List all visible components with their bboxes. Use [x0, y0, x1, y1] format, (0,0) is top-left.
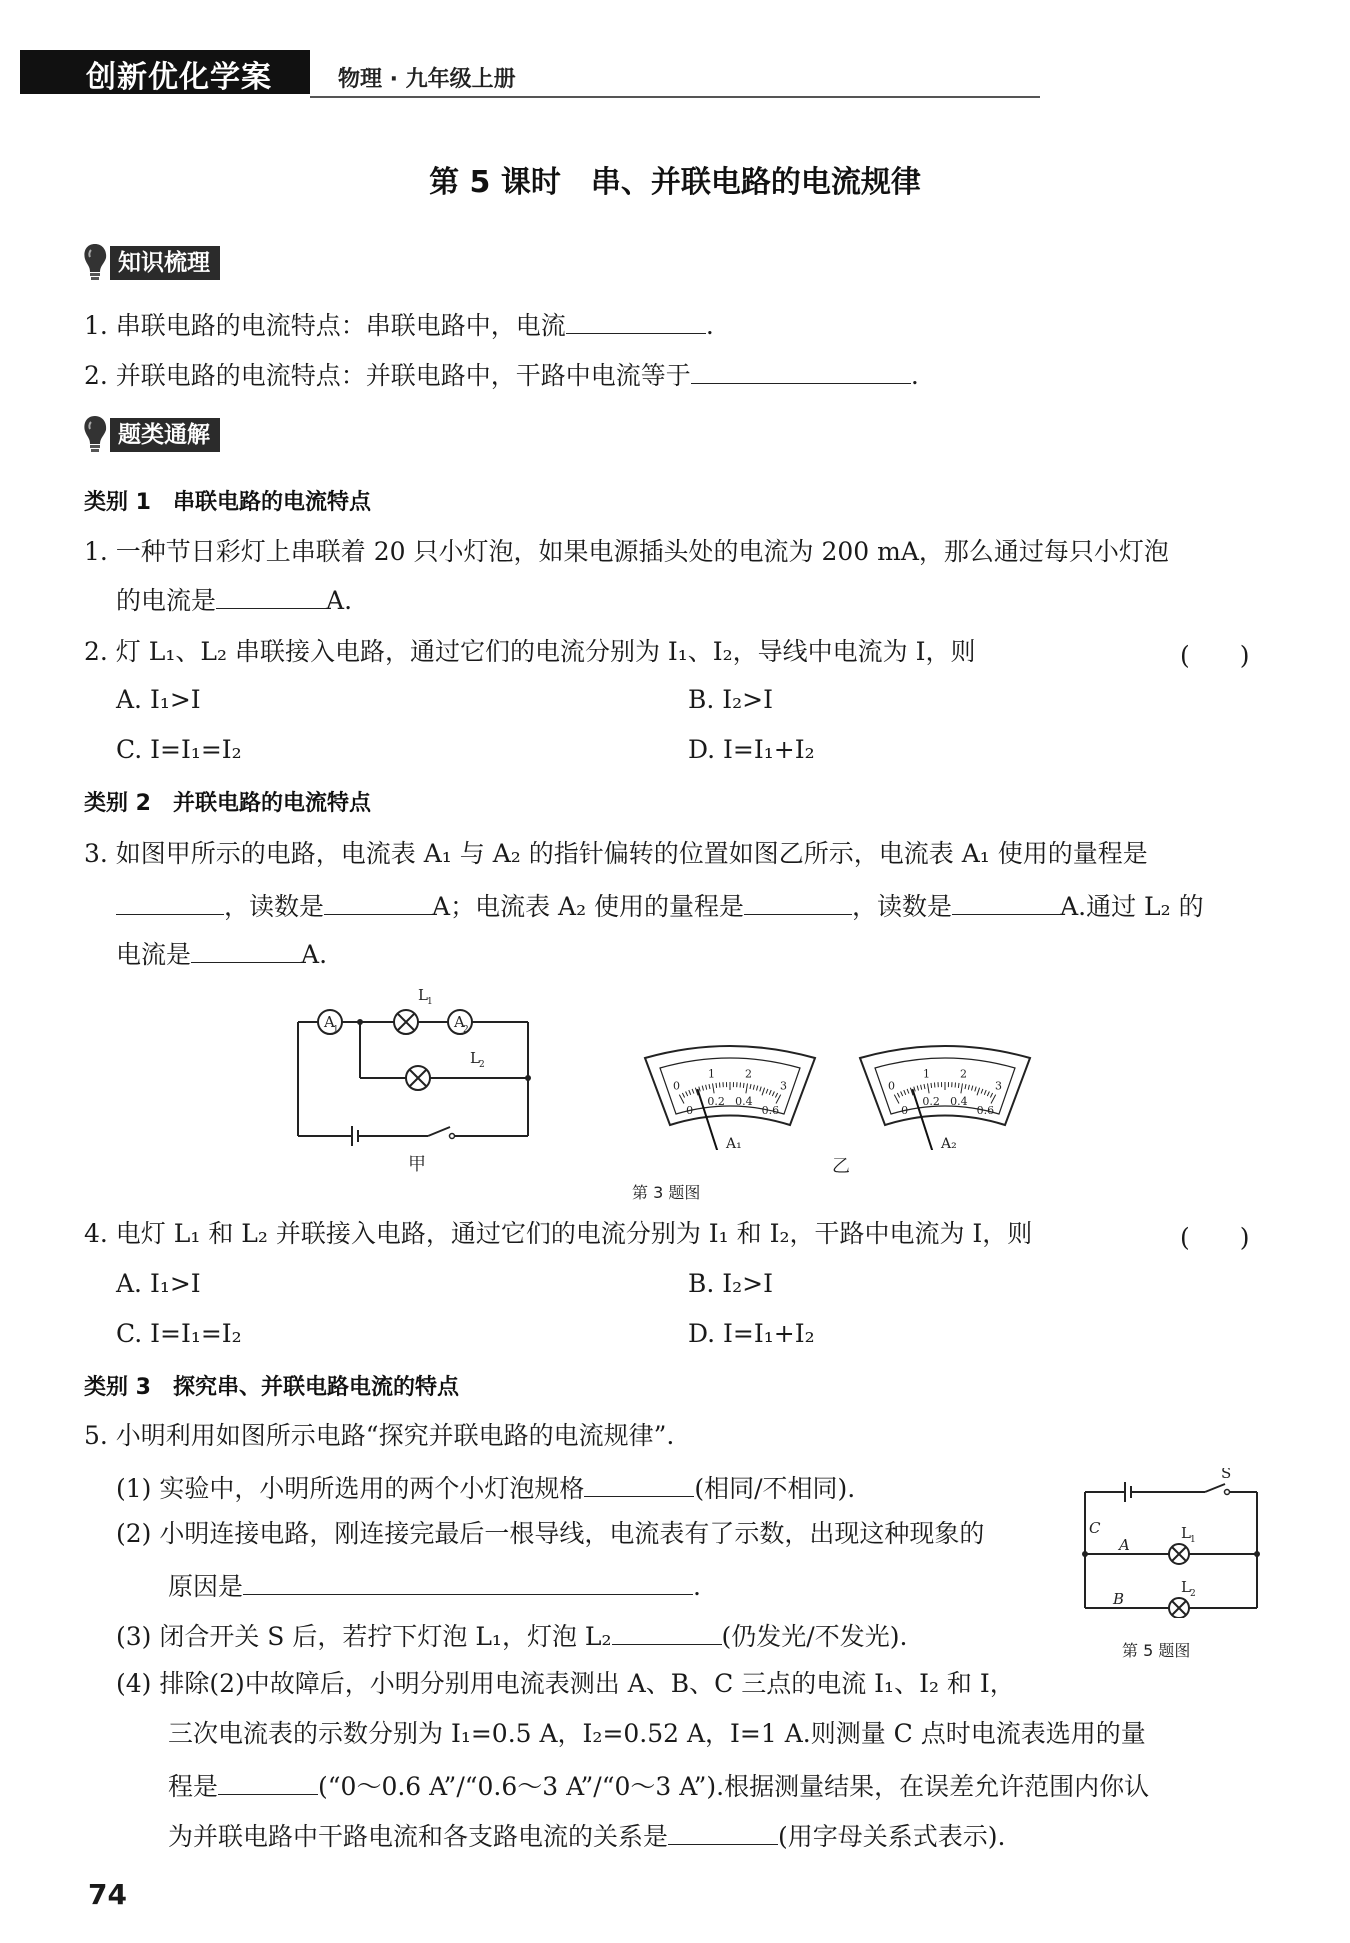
q3-line1: 3. 如图甲所示的电路，电流表 A₁ 与 A₂ 的指针偏转的位置如图乙所示，电流表 A₁ 使用的量程是 — [84, 839, 1148, 868]
q2-option-d[interactable]: D. I=I₁+I₂ — [688, 735, 815, 764]
answer-blank[interactable] — [744, 888, 852, 915]
q1-unit: A. — [326, 586, 353, 615]
top-scale-label: 1 — [708, 1067, 715, 1081]
ammeter-dial-1 — [645, 1046, 815, 1150]
q5-text: (3) 闭合开关 S 后，若拧下灯泡 L₁，灯泡 L₂ — [116, 1622, 612, 1651]
l1-label: L — [418, 986, 428, 1004]
bulb-icon — [82, 414, 108, 454]
bottom-scale-label: 0.6 — [761, 1104, 780, 1118]
q5-text: 原因是 — [168, 1572, 244, 1601]
bottom-scale-label: 0.4 — [735, 1095, 753, 1109]
period: . — [910, 361, 919, 390]
scale-tick — [743, 1083, 744, 1088]
scale-tick — [716, 1083, 717, 1088]
figure-yi-label: 乙 — [832, 1156, 850, 1177]
header-rule — [310, 96, 1040, 98]
figure-3-caption: 第 3 题图 — [632, 1183, 701, 1202]
switch-label: S — [1221, 1468, 1232, 1482]
l2-sub: 2 — [479, 1060, 485, 1070]
brand-logo: 创新优化学案 — [86, 60, 272, 95]
a1-label: A — [324, 1013, 335, 1031]
q5-part2-line2 — [168, 1568, 701, 1603]
answer-blank[interactable] — [218, 1768, 318, 1795]
l2-label: L — [1181, 1578, 1191, 1596]
q5-text: (用字母关系式表示). — [778, 1822, 1006, 1851]
q5-part4-line4 — [168, 1818, 1005, 1853]
answer-blank[interactable] — [116, 888, 224, 915]
q2-option-b[interactable]: B. I₂>I — [688, 685, 773, 714]
bottom-scale-label: 0 — [686, 1104, 694, 1118]
q2-option-a[interactable]: A. I₁>I — [116, 685, 201, 714]
q1-line1: 1. 一种节日彩灯上串联着 20 只小灯泡，如果电源插头处的电流为 200 mA，那么通过每只小灯泡 — [84, 537, 1169, 566]
bottom-scale-label: 0.2 — [922, 1095, 940, 1109]
top-scale-label: 3 — [995, 1079, 1002, 1093]
bottom-scale-label: 0.2 — [707, 1095, 725, 1109]
q4-option-d[interactable]: D. I=I₁+I₂ — [688, 1319, 815, 1348]
figure-5-circuit — [1075, 1468, 1265, 1618]
lesson-title: 第 5 课时 串、并联电路的电流规律 — [429, 165, 921, 200]
point-b-label: B — [1113, 1590, 1125, 1608]
answer-paren[interactable]: ( ) — [1180, 641, 1250, 670]
answer-blank[interactable] — [952, 888, 1060, 915]
q5-text: (“0～0.6 A”/“0.6～3 A”/“0～3 A”).根据测量结果，在误差允许范围内你认 — [318, 1772, 1150, 1801]
period: . — [705, 311, 714, 340]
q4-stem: 4. 电灯 L₁ 和 L₂ 并联接入电路，通过它们的电流分别为 I₁ 和 I₂，干路中电流为 I，则 — [84, 1219, 1033, 1248]
q5-part1 — [116, 1470, 855, 1505]
q3-line2 — [116, 888, 1204, 923]
q5-part4-line1: (4) 排除(2)中故障后，小明分别用电流表测出 A、B、C 三点的电流 I₁、I₂ 和 I， — [116, 1669, 1015, 1698]
knowledge-item-2 — [84, 357, 919, 392]
ammeter-label: A₂ — [941, 1136, 957, 1150]
figure-3-meters — [635, 1040, 1055, 1150]
bottom-scale-label: 0.6 — [976, 1104, 995, 1118]
q2-option-c[interactable]: C. I=I₁=I₂ — [116, 735, 242, 764]
scale-tick — [958, 1083, 959, 1088]
top-scale-label: 0 — [888, 1079, 895, 1093]
section-types-label: 题类通解 — [110, 418, 220, 452]
q5-part4-line2: 三次电流表的示数分别为 I₁=0.5 A，I₂=0.52 A，I=1 A.则测量 C 点时电流表选用的量 — [168, 1719, 1146, 1748]
top-scale-label: 2 — [745, 1067, 752, 1081]
q5-text: 为并联电路中干路电流和各支路电流的关系是 — [168, 1822, 669, 1851]
point-c-label: C — [1089, 1519, 1101, 1537]
category-2: 类别 2 并联电路的电流特点 — [84, 791, 371, 816]
q5-text: (相同/不相同). — [694, 1474, 856, 1503]
knowledge-item-2-text: 2. 并联电路的电流特点：并联电路中，干路中电流等于 — [84, 361, 691, 390]
knowledge-item-1 — [84, 307, 714, 342]
answer-blank[interactable] — [324, 888, 432, 915]
a1-sub: 1 — [333, 1025, 339, 1035]
category-3: 类别 3 探究串、并联电路电流的特点 — [84, 1375, 459, 1400]
top-scale-label: 3 — [780, 1079, 787, 1093]
figure-5-caption: 第 5 题图 — [1122, 1641, 1191, 1660]
period: . — [693, 1572, 701, 1601]
top-scale-label: 1 — [923, 1067, 930, 1081]
q5-text: (1) 实验中，小明所选用的两个小灯泡规格 — [116, 1474, 585, 1503]
q4-option-c[interactable]: C. I=I₁=I₂ — [116, 1319, 242, 1348]
point-a-label: A — [1119, 1536, 1130, 1554]
q3-text: ，读数是 — [224, 892, 325, 921]
scale-tick — [931, 1083, 932, 1088]
q3-text: ，读数是 — [852, 892, 953, 921]
q5-part3 — [116, 1618, 907, 1653]
q3-text: 电流是 — [116, 940, 192, 969]
answer-paren[interactable]: ( ) — [1180, 1223, 1250, 1252]
l2-sub: 2 — [1190, 1589, 1196, 1599]
q1-line2 — [116, 582, 352, 617]
answer-blank[interactable] — [243, 1568, 693, 1595]
figure-3-circuit — [290, 980, 540, 1170]
answer-blank[interactable] — [668, 1818, 778, 1845]
answer-blank[interactable] — [566, 307, 706, 334]
q5-part2-line1: (2) 小明连接电路，刚连接完最后一根导线，电流表有了示数，出现这种现象的 — [116, 1519, 985, 1548]
answer-blank[interactable] — [612, 1618, 722, 1645]
q3-text: A；电流表 A₂ 使用的量程是 — [432, 892, 745, 921]
q4-option-b[interactable]: B. I₂>I — [688, 1269, 773, 1298]
answer-blank[interactable] — [584, 1470, 694, 1497]
category-1: 类别 1 串联电路的电流特点 — [84, 490, 371, 515]
a2-sub: 2 — [463, 1025, 469, 1035]
figure-jia-label: 甲 — [408, 1154, 426, 1175]
answer-blank[interactable] — [691, 357, 911, 384]
answer-blank[interactable] — [216, 582, 326, 609]
l1-sub: 1 — [1190, 1535, 1196, 1545]
q5-text: 程是 — [168, 1772, 219, 1801]
top-scale-label: 0 — [673, 1079, 680, 1093]
q3-text: A.通过 L₂ 的 — [1060, 892, 1204, 921]
ammeter-label: A₁ — [726, 1136, 742, 1150]
q5-part4-line3 — [168, 1768, 1149, 1803]
knowledge-item-1-text: 1. 串联电路的电流特点：串联电路中，电流 — [84, 311, 566, 340]
bottom-scale-label: 0.4 — [950, 1095, 968, 1109]
book-title: 物理 · 九年级上册 — [338, 67, 516, 92]
q4-option-a[interactable]: A. I₁>I — [116, 1269, 201, 1298]
page-number: 74 — [88, 1878, 127, 1911]
l2-label: L — [470, 1049, 480, 1067]
l1-label: L — [1181, 1524, 1191, 1542]
a2-label: A — [454, 1013, 465, 1031]
q3-line3 — [116, 936, 327, 971]
section-knowledge-label: 知识梳理 — [110, 246, 220, 280]
top-scale-label: 2 — [960, 1067, 967, 1081]
q5-text: (仍发光/不发光). — [721, 1622, 908, 1651]
answer-blank[interactable] — [191, 936, 301, 963]
ammeter-dial-2 — [860, 1046, 1030, 1150]
bottom-scale-label: 0 — [901, 1104, 909, 1118]
q1-text: 的电流是 — [116, 586, 217, 615]
bulb-icon — [82, 242, 108, 282]
q2-stem: 2. 灯 L₁、L₂ 串联接入电路，通过它们的电流分别为 I₁、I₂，导线中电流为 I，则 — [84, 637, 976, 666]
q3-unit: A. — [301, 940, 328, 969]
q5-stem: 5. 小明利用如图所示电路“探究并联电路的电流规律”. — [84, 1421, 675, 1450]
l1-sub: 1 — [427, 997, 433, 1007]
